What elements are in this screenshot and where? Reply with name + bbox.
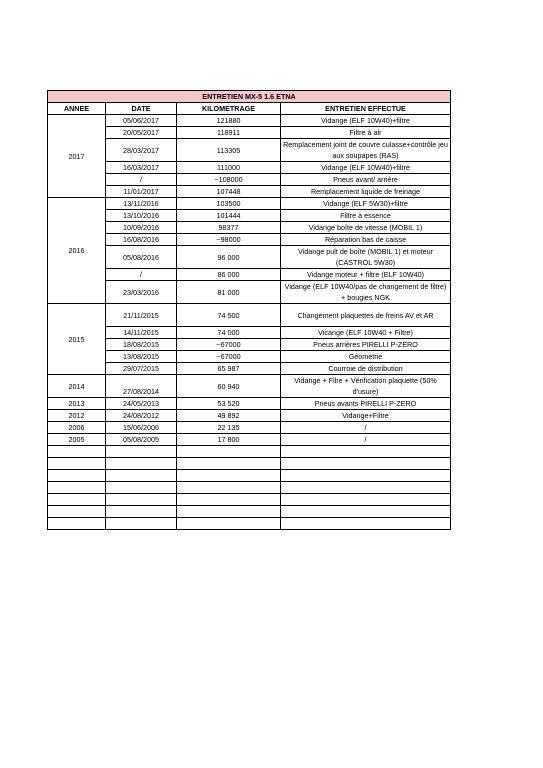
work-cell: Filtre à air bbox=[281, 127, 451, 139]
date-cell: 28/03/2017 bbox=[106, 139, 177, 162]
year-cell: 2017 bbox=[48, 115, 106, 198]
work-cell: Pneus avant/ arrière bbox=[281, 174, 451, 186]
km-cell: 49 892 bbox=[177, 410, 281, 422]
empty-cell bbox=[48, 482, 106, 494]
date-cell: 23/03/2016 bbox=[106, 281, 177, 304]
work-cell: Remplacement liquide de freinage bbox=[281, 186, 451, 198]
empty-cell bbox=[177, 482, 281, 494]
work-cell: Remplacement joint de couvre culasse+contrôle jeu aux soupapes (RAS) bbox=[281, 139, 451, 162]
empty-cell bbox=[48, 446, 106, 458]
work-cell: Géométrie bbox=[281, 351, 451, 363]
date-cell: 15/06/2006 bbox=[106, 422, 177, 434]
header-annee: ANNEE bbox=[48, 103, 106, 115]
table-row bbox=[48, 339, 451, 351]
km-cell: 107448 bbox=[177, 186, 281, 198]
date-cell: 05/08/2016 bbox=[106, 246, 177, 269]
km-cell: 111000 bbox=[177, 162, 281, 174]
empty-cell bbox=[48, 506, 106, 518]
km-cell: 113305 bbox=[177, 139, 281, 162]
km-cell: ~67000 bbox=[177, 351, 281, 363]
date-cell: 27/08/2014 bbox=[106, 375, 177, 398]
empty-cell bbox=[177, 518, 281, 530]
empty-cell bbox=[106, 482, 177, 494]
work-cell: Vidange (ELF 10W40)+filtre bbox=[281, 162, 451, 174]
empty-row bbox=[48, 446, 451, 458]
table-row bbox=[48, 246, 451, 269]
empty-cell bbox=[177, 458, 281, 470]
work-cell: Vidange + Filre + Vérification plaquette (50% d'usure) bbox=[281, 375, 451, 398]
work-cell: / bbox=[281, 434, 451, 446]
work-cell: Pneus arrières PIRELLI P-ZERO bbox=[281, 339, 451, 351]
empty-cell bbox=[281, 506, 451, 518]
empty-row bbox=[48, 470, 451, 482]
km-cell: ~108000 bbox=[177, 174, 281, 186]
date-cell: 24/08/2012 bbox=[106, 410, 177, 422]
year-cell: 2016 bbox=[48, 198, 106, 304]
header-entretien: ENTRETIEN EFFECTUE bbox=[281, 103, 451, 115]
header-date: DATE bbox=[106, 103, 177, 115]
date-cell: 21/11/2015 bbox=[106, 304, 177, 327]
empty-cell bbox=[48, 494, 106, 506]
km-cell: 103500 bbox=[177, 198, 281, 210]
km-cell: 60 940 bbox=[177, 375, 281, 398]
date-cell: 16/08/2016 bbox=[106, 234, 177, 246]
table-row bbox=[48, 304, 451, 327]
km-cell: 81 000 bbox=[177, 281, 281, 304]
empty-cell bbox=[281, 470, 451, 482]
work-cell: Filtre à essence bbox=[281, 210, 451, 222]
table-row bbox=[48, 281, 451, 304]
work-cell: Courroie de distribution bbox=[281, 363, 451, 375]
date-cell: 05/08/2005 bbox=[106, 434, 177, 446]
work-cell: Réparation bas de caisse bbox=[281, 234, 451, 246]
empty-cell bbox=[106, 518, 177, 530]
empty-cell bbox=[106, 470, 177, 482]
empty-cell bbox=[281, 446, 451, 458]
table-row bbox=[48, 127, 451, 139]
empty-cell bbox=[281, 482, 451, 494]
empty-row bbox=[48, 494, 451, 506]
work-cell: Vidange (ELF 5W30)+filtre bbox=[281, 198, 451, 210]
date-cell: 10/09/2016 bbox=[106, 222, 177, 234]
header-kilometrage: KILOMETRAGE bbox=[177, 103, 281, 115]
table-row bbox=[48, 162, 451, 174]
work-cell: Vidange (ELF 10W40)+filtre bbox=[281, 115, 451, 127]
empty-row bbox=[48, 506, 451, 518]
empty-cell bbox=[281, 518, 451, 530]
table-row bbox=[48, 115, 451, 127]
empty-cell bbox=[106, 446, 177, 458]
work-cell: Vidange pult de boîte (MOBIL 1) et moteur (CASTROL 5W30) bbox=[281, 246, 451, 269]
km-cell: ~98000 bbox=[177, 234, 281, 246]
table-row bbox=[48, 422, 451, 434]
date-cell: 14/11/2015 bbox=[106, 327, 177, 339]
table-row bbox=[48, 139, 451, 162]
date-cell: 13/11/2016 bbox=[106, 198, 177, 210]
work-cell: Vidange boîte de vitesse (MOBIL 1) bbox=[281, 222, 451, 234]
work-cell: Vicange (ELF 10W40 + Filtre) bbox=[281, 327, 451, 339]
work-cell: / bbox=[281, 422, 451, 434]
date-cell: / bbox=[106, 269, 177, 281]
year-cell: 2013 bbox=[48, 398, 106, 410]
empty-cell bbox=[106, 494, 177, 506]
date-cell: 29/07/2015 bbox=[106, 363, 177, 375]
empty-cell bbox=[106, 458, 177, 470]
km-cell: 121880 bbox=[177, 115, 281, 127]
date-cell: 18/08/2015 bbox=[106, 339, 177, 351]
km-cell: 118911 bbox=[177, 127, 281, 139]
table-row bbox=[48, 375, 451, 398]
work-cell: Vidange (ELF 10W40/pas de changement de filtre) + bougies NGK bbox=[281, 281, 451, 304]
km-cell: 17 800 bbox=[177, 434, 281, 446]
table-row bbox=[48, 269, 451, 281]
km-cell: 86 000 bbox=[177, 269, 281, 281]
table-row bbox=[48, 327, 451, 339]
table-row bbox=[48, 234, 451, 246]
km-cell: 101444 bbox=[177, 210, 281, 222]
year-cell: 2006 bbox=[48, 422, 106, 434]
table-row bbox=[48, 410, 451, 422]
date-cell: 05/06/2017 bbox=[106, 115, 177, 127]
empty-cell bbox=[106, 506, 177, 518]
table-row bbox=[48, 398, 451, 410]
maintenance-table bbox=[47, 90, 451, 530]
table-row bbox=[48, 363, 451, 375]
table-row bbox=[48, 174, 451, 186]
empty-row bbox=[48, 482, 451, 494]
km-cell: ~67000 bbox=[177, 339, 281, 351]
empty-cell bbox=[48, 470, 106, 482]
empty-row bbox=[48, 518, 451, 530]
empty-cell bbox=[177, 494, 281, 506]
date-cell: 13/10/2016 bbox=[106, 210, 177, 222]
work-cell: Vidange+Filtre bbox=[281, 410, 451, 422]
empty-row bbox=[48, 458, 451, 470]
empty-cell bbox=[281, 458, 451, 470]
date-cell: 16/03/2017 bbox=[106, 162, 177, 174]
date-cell: / bbox=[106, 174, 177, 186]
empty-cell bbox=[177, 470, 281, 482]
year-cell: 2005 bbox=[48, 434, 106, 446]
table-row bbox=[48, 434, 451, 446]
year-cell: 2014 bbox=[48, 375, 106, 398]
km-cell: 96 000 bbox=[177, 246, 281, 269]
table-row bbox=[48, 198, 451, 210]
work-cell: Vidange moteur + filtre (ELF 10W40) bbox=[281, 269, 451, 281]
empty-cell bbox=[281, 494, 451, 506]
date-cell: 13/08/2015 bbox=[106, 351, 177, 363]
km-cell: 65 987 bbox=[177, 363, 281, 375]
year-cell: 2015 bbox=[48, 304, 106, 375]
date-cell: 20/05/2017 bbox=[106, 127, 177, 139]
title-row bbox=[48, 91, 451, 103]
km-cell: 53 520 bbox=[177, 398, 281, 410]
km-cell: 74 000 bbox=[177, 327, 281, 339]
empty-cell bbox=[48, 518, 106, 530]
date-cell: 11/01/2017 bbox=[106, 186, 177, 198]
empty-cell bbox=[177, 506, 281, 518]
table-row bbox=[48, 222, 451, 234]
header-row bbox=[48, 103, 451, 115]
table-row bbox=[48, 210, 451, 222]
empty-cell bbox=[48, 458, 106, 470]
sheet-title: ENTRETIEN MX-5 1.6 ETNA bbox=[48, 91, 451, 103]
year-cell: 2012 bbox=[48, 410, 106, 422]
date-cell: 24/05/2013 bbox=[106, 398, 177, 410]
work-cell: Pneus avants PIRELLI P-ZERO bbox=[281, 398, 451, 410]
km-cell: 98377 bbox=[177, 222, 281, 234]
km-cell: 22 135 bbox=[177, 422, 281, 434]
work-cell: Changement plaquettes de freins AV et AR bbox=[281, 304, 451, 327]
table-row bbox=[48, 351, 451, 363]
km-cell: 74 500 bbox=[177, 304, 281, 327]
table-row bbox=[48, 186, 451, 198]
empty-cell bbox=[177, 446, 281, 458]
